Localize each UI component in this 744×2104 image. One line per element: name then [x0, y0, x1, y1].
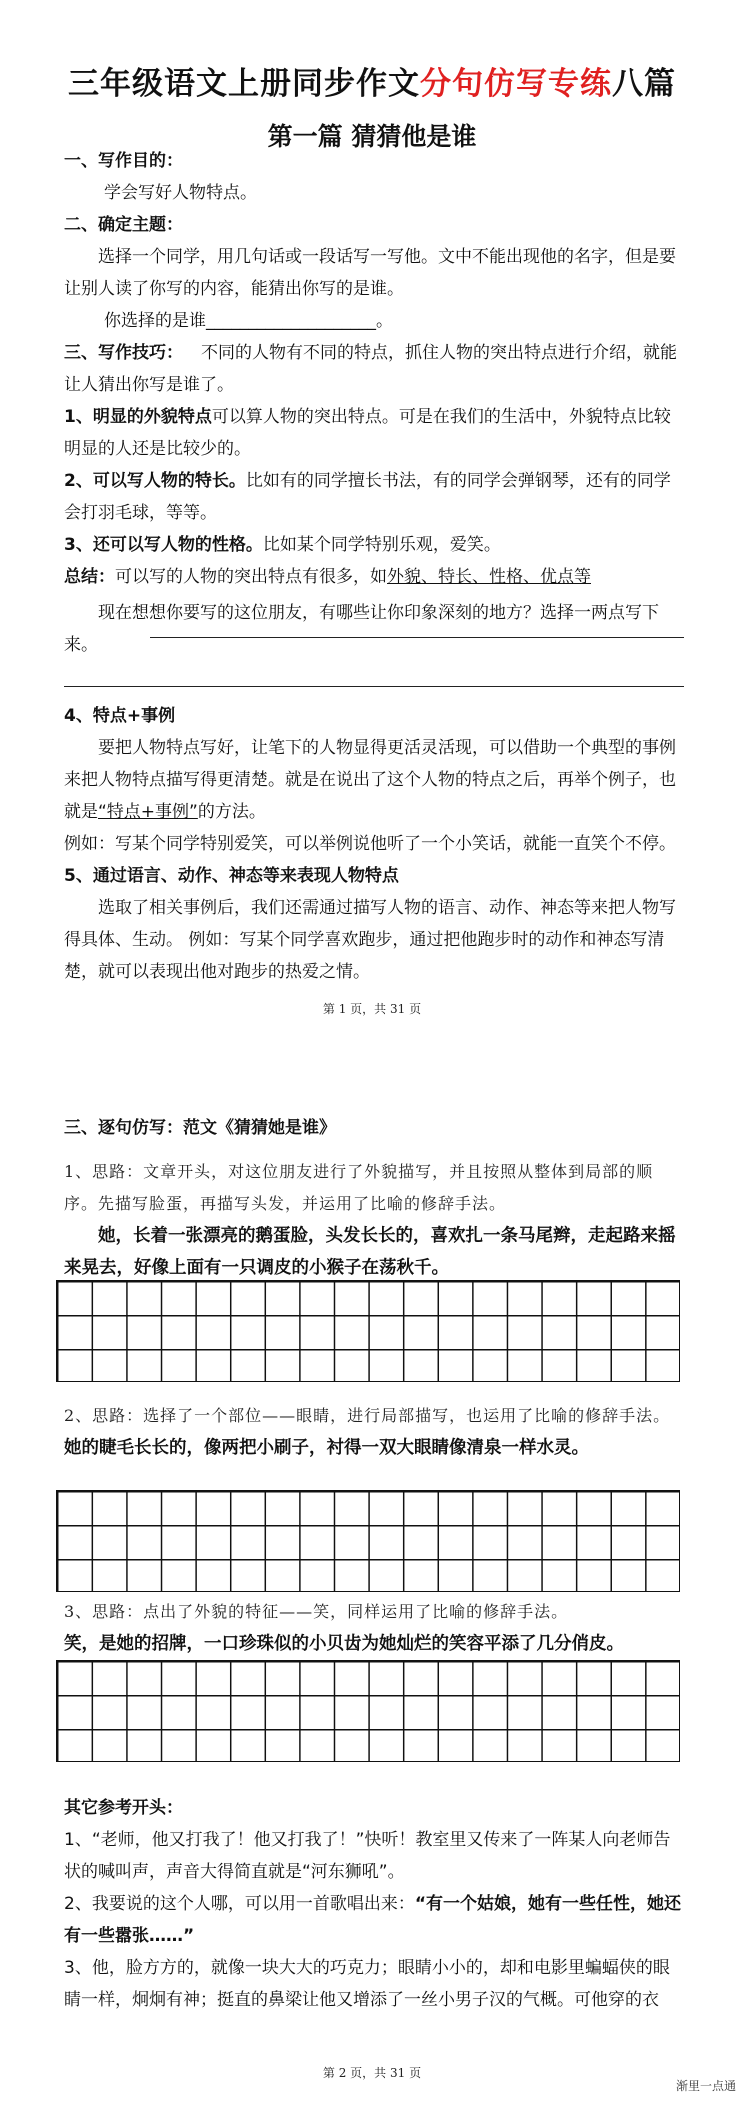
section-imitation	[64, 1112, 684, 1284]
opening-1: 1、“老师，他又打我了！他又打我了！”快听！教室里又传来了一阵某人向老师告状的喊叫声，声音大得简直就是“河东狮吼”。	[64, 1830, 671, 1882]
chapter-title: 第一篇 猜猜他是谁	[267, 122, 477, 151]
tip-1: 1、明显的外貌特点可以算人物的突出特点。可是在我们的生活中，外貌特点比较明显的人还是比较少的。	[64, 407, 671, 459]
paragraph: 选择一个同学，用几句话或一段话写一写他。文中不能出现他的名字，但是要让别人读了你写的内容，能猜出你写的是谁。	[64, 247, 676, 299]
section-heading: 其它参考开头：	[64, 1798, 183, 1818]
summary: 总结：可以写的人物的突出特点有很多，如外貌、特长、性格、优点等	[64, 567, 591, 587]
writing-grid-2[interactable]	[56, 1490, 680, 1592]
model-sentence-3: 笑，是她的招牌，一口珍珠似的小贝齿为她灿烂的笑容平添了几分俏皮。	[64, 1634, 624, 1654]
section-imitation-3	[64, 1596, 684, 1660]
page-number: 第 2 页，共 31 页	[322, 2066, 422, 2080]
page-2	[0, 1040, 744, 2104]
section-heading: 一、写作目的：	[64, 151, 183, 171]
section-imitation-2	[64, 1400, 684, 1464]
tip-2: 2、可以写人物的特长。比如有的同学擅长书法，有的同学会弹钢琴，还有的同学会打羽毛球，等等。	[64, 471, 671, 523]
model-sentence-2: 她的睫毛长长的，像两把小刷子，衬得一双大眼睛像清泉一样水灵。	[64, 1438, 589, 1458]
page-1	[0, 0, 744, 1040]
answer-line	[150, 637, 684, 638]
answer-line	[64, 686, 684, 687]
writing-grid-1[interactable]	[56, 1280, 680, 1382]
page-number: 第 1 页，共 31 页	[322, 1002, 422, 1016]
title-highlight: 分句仿写专练	[420, 66, 612, 102]
paragraph: 选取了相关事例后，我们还需通过描写人物的语言、动作、神态等来把人物写得具体、生动。 例如：写某个同学喜欢跑步，通过把他跑步时的动作和神态写清楚，就可以表现出他对跑步的热爱之情。	[64, 898, 676, 982]
watermark: 渐里一点通	[675, 2079, 736, 2093]
writing-grid-3[interactable]	[56, 1660, 680, 1762]
paragraph: 三、写作技巧： 不同的人物有不同的特点，抓住人物的突出特点进行介绍，就能让人猜出你写是谁了。	[64, 343, 677, 395]
idea-1: 1、思路：文章开头，对这位朋友进行了外貌描写，并且按照从整体到局部的顺序。先描写脸蛋，再描写头发，并运用了比喻的修辞手法。	[64, 1162, 654, 1213]
section-heading: 4、特点+事例	[64, 706, 176, 726]
fill-blank: 你选择的是谁____________________。	[104, 311, 393, 331]
idea-2: 2、思路：选择了一个部位——眼睛，进行局部描写，也运用了比喻的修辞手法。	[64, 1406, 671, 1425]
section-example	[64, 700, 684, 988]
paragraph: 学会写好人物特点。	[104, 183, 257, 203]
tip-3: 3、还可以写人物的性格。比如某个同学特别乐观，爱笑。	[64, 535, 501, 555]
writing-prompt: 现在想想你要写的这位朋友，有哪些让你印象深刻的地方？选择一两点写下来。	[64, 603, 659, 655]
section-heading: 二、确定主题：	[64, 215, 183, 235]
idea-3: 3、思路：点出了外貌的特征——笑，同样运用了比喻的修辞手法。	[64, 1602, 569, 1621]
example: 例如：写某个同学特别爱笑，可以举例说他听了一个小笑话，就能一直笑个不停。	[64, 834, 676, 854]
section-purpose	[64, 145, 684, 661]
opening-3: 3、他，脸方方的，就像一块大大的巧克力；眼睛小小的，却和电影里蝙蝠侠的眼睛一样，炯炯有神；挺直的鼻梁让他又增添了一丝小男子汉的气概。可他穿的衣	[64, 1958, 670, 2010]
section-other-openings	[64, 1792, 684, 2016]
section-heading: 5、通过语言、动作、神态等来表现人物特点	[64, 866, 399, 886]
document-title: 三年级语文上册同步作文分句仿写专练八篇	[68, 66, 676, 102]
section-heading: 三、逐句仿写：范文《猜猜她是谁》	[64, 1118, 336, 1138]
section-heading: 三、写作技巧：	[64, 343, 183, 363]
model-sentence-1: 她，长着一张漂亮的鹅蛋脸，头发长长的，喜欢扎一条马尾辫，走起路来摇来晃去，好像上面有一只调皮的小猴子在荡秋千。	[64, 1226, 676, 1278]
opening-2: 2、我要说的这个人哪，可以用一首歌唱出来：“有一个姑娘，她有一些任性，她还有一些嚣张……”	[64, 1894, 682, 1946]
paragraph: 要把人物特点写好，让笔下的人物显得更活灵活现，可以借助一个典型的事例来把人物特点描写得更清楚。就是在说出了这个人物的特点之后，再举个例子，也就是“特点+事例”的方法。	[64, 738, 676, 822]
